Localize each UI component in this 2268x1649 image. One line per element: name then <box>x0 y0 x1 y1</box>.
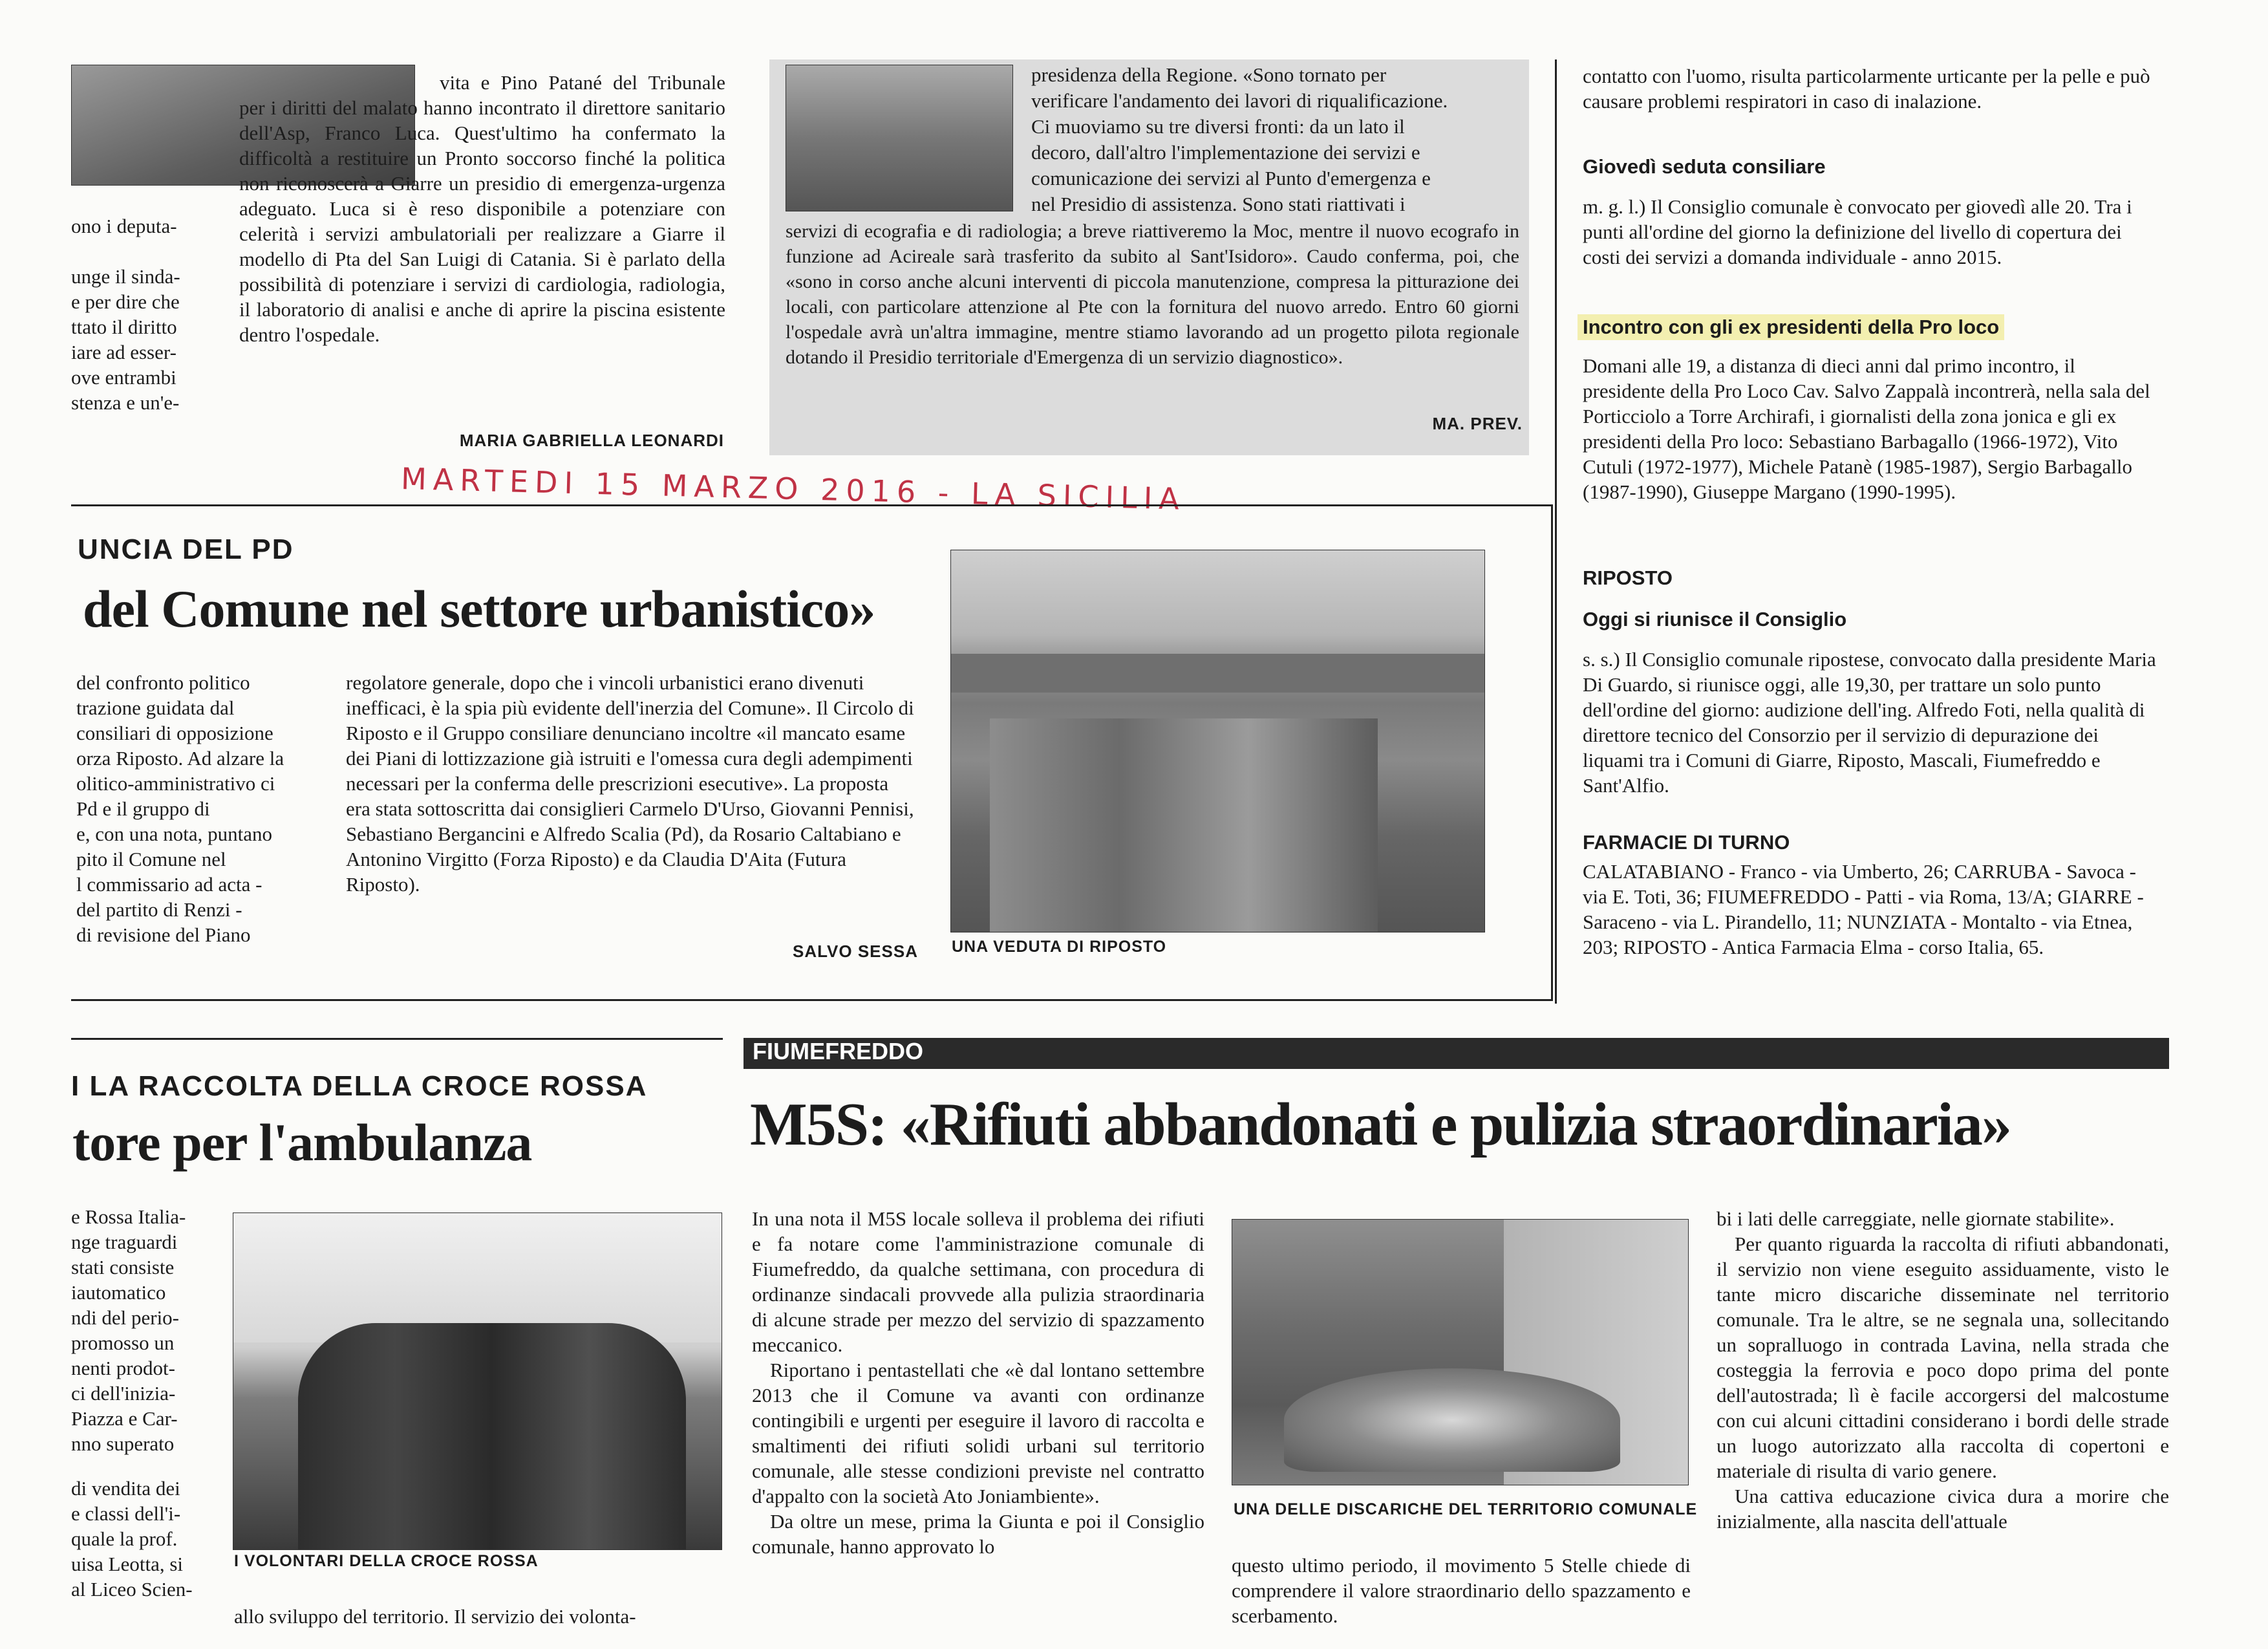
right-item4-text: CALATABIANO - Franco - via Umberto, 26; CARRUBA - Savoca - via E. Toti, 36; FIUMEFREDDO - Patti - via Roma, 13/A; GIARRE - Saraceno - via L. Pirandello, 11; NUNZIATA - Montalto - via Etnea, 203; RIPOSTO - Antica Farmacia Elma - corso Italia, 65. <box>1583 860 2144 958</box>
croce-rossa-photo-caption: I VOLONTARI DELLA CROCE ROSSA <box>234 1552 539 1570</box>
pd-col2: regolatore generale, dopo che i vincoli urbanistici erano divenuti inefficaci, è la spia più evidente dell'inerzia del Comune». Il Circolo di Riposto e il Gruppo consiliare denunciano incoltre «il mancato esame dei Piani di lottizzazione già istruiti e l'omessa cura degli adempimenti necessari per la conferma delle prescrizioni esecutive». La proposta era stata sottoscritta dai consiglieri Carmelo D'Urso, Giovanni Pennisi, Sebastiano Bergancini e Alfredo Scalia (Pd), da Rosario Caltabiano e Antonino Virgitto (Forza Riposto) e da Claudia D'Aita (Futura Riposto). <box>346 671 914 896</box>
m5s-headline: M5S: «Rifiuti abbandonati e pulizia straordinaria» <box>750 1091 2011 1158</box>
discarica-photo-debris <box>1284 1368 1620 1472</box>
fiumefreddo-section-bar <box>744 1038 2169 1069</box>
handwritten-date-annotation: MARTEDI 15 MARZO 2016 - LA SICILIA <box>400 460 1186 517</box>
discarica-photo <box>1232 1219 1689 1485</box>
pd-kicker: UNCIA DEL PD <box>78 534 294 565</box>
right-item3-text: s. s.) Il Consiglio comunale ripostese, convocato dalla presidente Maria Di Guardo, si riunisce oggi, alle 19,30, per trattare un solo punto dell'ordine del giorno: audizione dell'ing. Alfredo Foti, nella qualità di direttore tecnico del Consorzio per il servizio di depurazione dei liquami tra i Comuni di Giarre, Riposto, Mascali, Fiumefreddo e Sant'Alfio. <box>1583 648 2156 797</box>
top-middle-photo <box>786 65 1013 211</box>
right-item2-title: Incontro con gli ex presidenti della Pro loco <box>1578 314 2004 340</box>
croce-rossa-bottom-line: allo sviluppo del territorio. Il servizio dei volonta- <box>234 1605 636 1628</box>
pd-col1: del confronto politico trazione guidata dal consiliari di opposizione orza Riposto. Ad alzare la olitico-amministrativo ci Pd e il gruppo di e, con una nota, puntano pito il Comune nel l commissario ad acta - del partito di Renzi - di revisione del Piano <box>76 671 284 946</box>
right-item1-title: Giovedì seduta consiliare <box>1583 155 1826 178</box>
riposto-photo <box>950 550 1485 932</box>
top-middle-byline: MA. PREV. <box>1432 414 1523 433</box>
croce-rossa-kicker: I LA RACCOLTA DELLA CROCE ROSSA <box>71 1070 648 1102</box>
right-item2-text: Domani alle 19, a distanza di dieci anni dal primo incontro, il presidente della Pro Loco Cav. Salvo Zappalà incontrerà, nella sala del Porticciolo a Torre Archirafi, i giornalisti della zona jonica e gli ex presidenti della Pro loco: Sebastiano Barbagallo (1966-1972), Vito Cutuli (1972-1977), Michele Patanè (1985-1987), Sergio Barbagallo (1987-1990), Giuseppe Margano (1990-1995). <box>1583 354 2150 503</box>
croce-rossa-top-rule <box>71 1038 723 1040</box>
right-item1-text: m. g. l.) Il Consiglio comunale è convocato per giovedì alle 20. Tra i punti all'ordine del giorno la definizione del livello di copertura dei costi dei servizi a domanda individuale - anno 2015. <box>1583 195 2132 268</box>
croce-rossa-col: e Rossa Italia- nge traguardi stati consiste iautomatico ndi del perio- promosso un nenti prodot- ci dell'inizia- Piazza e Car- nno superato di vendita dei e classi dell'i- quale la prof. uisa Leotta, si al Liceo Scien- <box>71 1205 193 1600</box>
croce-rossa-headline: tore per l'ambulanza <box>72 1113 532 1172</box>
m5s-col3: bi i lati delle carreggiate, nelle giornate stabilite». Per quanto riguarda la raccolta di rifiuti abbandonati, il servizio non viene eseguito assiduamente, visto le tante micro discariche disseminate nel territorio comunale. Tra le altre, se ne segnala una, sollecitando un sopralluogo in contrada Lavina, nella strada che costeggia la ferrovia e poco dopo prima del ponte dell'autostrada; lì è facile accorgersi del malcostume con cui alcuni cittadini considerano i bordi delle strade un luogo autorizzato alla raccolta di copertoni e materiale di risulta di vario genere. Una cattiva educazione civica dura a morire che inizialmente, alla nascita dell'attuale <box>1717 1207 2169 1533</box>
pd-byline: SALVO SESSA <box>792 942 918 961</box>
top-left-col1: ono i deputa- unge il sinda- e per dire che ttato il diritto iare ad esser- ove entrambi stenza e un'e- <box>71 215 180 414</box>
m5s-col1: In una nota il M5S locale solleva il problema dei rifiuti e fa notare come l'amministrazione comunale di Fiumefreddo, da qualche settimana, con procedura di ordinanze sindacali provvede alla pulizia straordinaria di alcune strade per mezzo del servizio di spazzamento meccanico. Riportano i pentastellati che «è dal lontano settembre 2013 che il Comune va avanti con ordinanze contingibili e urgenti per eseguire il lavoro di raccolta e smaltimenti dei rifiuti solidi urbani sul territorio comunale, alle stesse condizioni previste nel contratto d'appalto con la società Ato Joniambiente». Da oltre un mese, prima la Giunta e poi il Consiglio comunale, hanno approvato lo <box>752 1207 1204 1558</box>
top-left-byline: MARIA GABRIELLA LEONARDI <box>459 431 724 450</box>
right-item3-title: Oggi si riunisce il Consiglio <box>1583 608 1847 630</box>
right-section-farmacie: FARMACIE DI TURNO <box>1583 831 1790 854</box>
right-col-top-text: contatto con l'uomo, risulta particolarmente urticante per la pelle e può causare problemi respiratori in caso di inalazione. <box>1583 65 2150 113</box>
m5s-col2-bottom: questo ultimo periodo, il movimento 5 Stelle chiede di comprendere il valore straordinario dello spazzamento e scerbamento. <box>1232 1554 1691 1627</box>
riposto-photo-sea <box>951 654 1484 693</box>
riposto-photo-caption: UNA VEDUTA DI RIPOSTO <box>952 938 1167 956</box>
fiumefreddo-section-label: FIUMEFREDDO <box>753 1038 923 1064</box>
top-middle-lines: presidenza della Regione. «Sono tornato per verificare l'andamento dei lavori di riqualificazione. Ci muoviamo su tre diversi fronti: da un lato il decoro, dall'altro l'implementazione dei servizi e comunicazione dei servizi al Punto d'emergenza e nel Presidio di assistenza. Sono stati riattivati i <box>1031 63 1448 215</box>
riposto-photo-buildings <box>990 718 1378 932</box>
croce-rossa-photo-volunteers <box>298 1323 686 1549</box>
pd-headline: del Comune nel settore urbanistico» <box>83 579 875 638</box>
discarica-photo-caption: UNA DELLE DISCARICHE DEL TERRITORIO COMUNALE <box>1234 1500 1698 1518</box>
croce-rossa-photo <box>233 1212 722 1550</box>
top-left-article-text: vita e Pino Patané del Tribunale per i diritti del malato hanno incontrato il direttore sanitario dell'Asp, Franco Luca. Quest'ultimo ha confermato la difficoltà a restituire un Pronto soccorso finché la politica non riconoscerà a Giarre un presidio di emergenza-urgenza adeguato. Luca si è reso disponibile a potenziare con celerità i servizi ambulatoriali per realizzare a Giarre il modello di Pta del San Luigi di Catania. Si è parlato della possibilità di potenziare i servizi di cardiologia, radiologia, il laboratorio di analisi e anche di aprire la piscina esistente dentro l'ospedale. <box>239 71 725 346</box>
right-section-riposto: RIPOSTO <box>1583 566 1673 589</box>
top-middle-paragraph: servizi di ecografia e di radiologia; a breve riattiveremo la Moc, mentre il nuovo ecografo in funzione ad Acireale sarà trasferito da subito al Sant'Isidoro». Caudo conferma, poi, che «sono in corso anche alcuni interventi di piccola manutenzione, compresa la pitturazione dei locali, con particolare attenzione al Pte con la fornitura del nuovo arredo. Entro 60 giorni l'ospedale avrà un'altra immagine, mentre stiamo lavorando ad un progetto pilota regionale dotando il Presidio territoriale d'Emergenza di un servizio diagnostico». <box>786 221 1519 368</box>
right-column-divider <box>1555 59 1557 1004</box>
